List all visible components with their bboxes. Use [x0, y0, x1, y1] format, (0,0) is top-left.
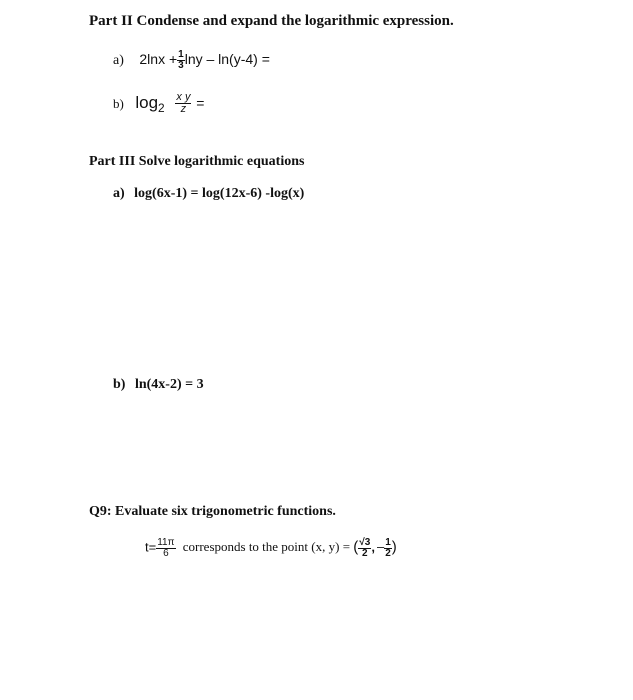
comma: , [371, 539, 375, 555]
part3-item-a [113, 186, 304, 202]
item-label: b) [113, 377, 126, 392]
fraction-denominator: 2 [385, 548, 391, 559]
one-third-fraction [177, 50, 185, 71]
log-expression [135, 91, 205, 115]
minus-sign: – [376, 539, 385, 555]
log-base: 2 [158, 100, 165, 115]
fraction-numerator: x y [176, 91, 191, 103]
part2-item-b [113, 92, 204, 115]
x-fraction [358, 538, 371, 559]
equation: ln(4x-2) = 3 [134, 377, 204, 392]
equals-sign: = [196, 94, 205, 111]
fraction-denominator: z [175, 103, 191, 115]
item-label: b) [113, 95, 124, 111]
t-prefix: t= [145, 539, 157, 555]
part2-heading: Part II Condense and expand the logarithmic expression. [89, 13, 454, 29]
expression-prefix: 2lnx + [139, 51, 178, 68]
y-fraction [384, 538, 392, 559]
statement-text: corresponds to the point (x, y) = [182, 539, 351, 555]
fraction-denominator: 3 [178, 60, 184, 71]
fraction-numerator: 11π [157, 537, 175, 548]
item-label: a) [113, 53, 124, 69]
fraction-numerator: 1 [385, 537, 391, 548]
fraction-denominator: 2 [358, 548, 371, 559]
part3-heading: Part III Solve logarithmic equations [89, 154, 305, 169]
item-label: a) [113, 186, 125, 201]
expression [139, 49, 270, 71]
q9-heading: Q9: Evaluate six trigonometric functions. [89, 504, 336, 519]
equation: log(6x-1) = log(12x-6) -log(x) [134, 186, 305, 201]
expression-suffix: lny – ln(y-4) = [184, 51, 270, 68]
q9-statement [145, 538, 397, 559]
log-word: log [135, 92, 159, 112]
close-paren: ) [391, 538, 397, 556]
xy-over-z-fraction [175, 92, 191, 115]
part3-item-b [113, 377, 204, 393]
fraction-numerator: 1 [178, 49, 184, 60]
open-paren: ( [353, 538, 359, 556]
t-fraction [156, 538, 175, 559]
part2-item-a [113, 50, 270, 71]
fraction-numerator: √3 [359, 537, 371, 548]
fraction-denominator: 6 [156, 548, 175, 559]
